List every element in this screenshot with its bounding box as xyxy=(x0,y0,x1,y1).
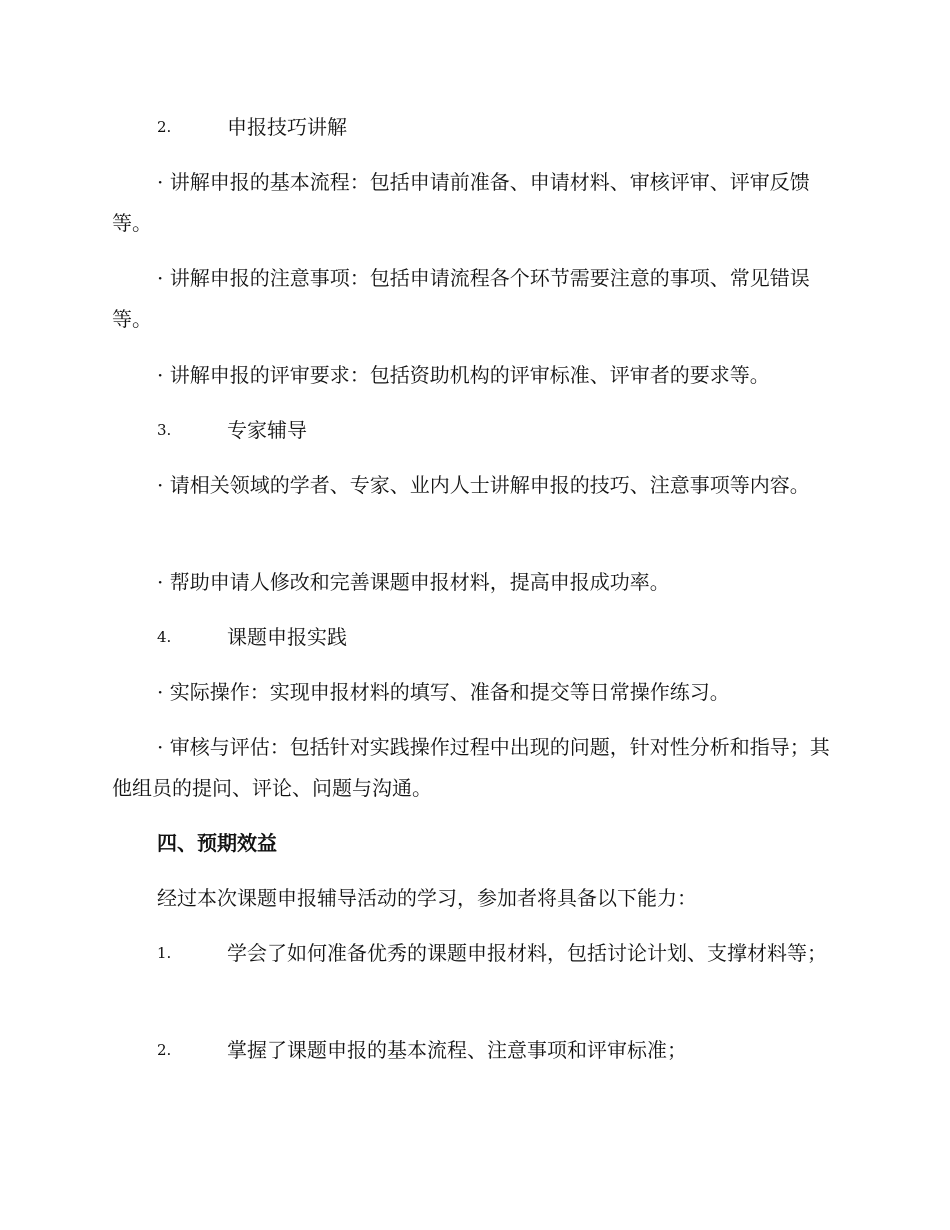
paragraph-experts: · 请相关领域的学者、专家、业内人士讲解申报的技巧、注意事项等内容。 xyxy=(157,473,810,497)
paragraph-notes: · 讲解申报的注意事项：包括申请流程各个环节需要注意的事项、常见错误等。 xyxy=(112,266,810,331)
list-item-2 xyxy=(112,107,836,148)
list-item-4 xyxy=(112,617,836,658)
list-number: 2. xyxy=(157,118,172,136)
list-item-3 xyxy=(112,410,836,451)
paragraph-assessment: · 审核与评估：包括针对实践操作过程中出现的问题，针对性分析和指导；其他组员的提问、评论、问题与沟通。 xyxy=(112,735,830,800)
paragraph-practice: · 实际操作：实现申报材料的填写、准备和提交等日常操作练习。 xyxy=(157,680,730,704)
list-number: 1. xyxy=(157,944,172,962)
benefit-text-2: 掌握了课题申报的基本流程、注意事项和评审标准； xyxy=(227,1038,687,1062)
benefit-text-1: 学会了如何准备优秀的课题申报材料，包括讨论计划、支撑材料等； xyxy=(227,941,827,965)
benefit-item-2 xyxy=(112,1030,836,1071)
paragraph-basic-flow: · 讲解申报的基本流程：包括申请前准备、申请材料、审核评审、评审反馈等。 xyxy=(112,170,810,235)
paragraph-intro: 经过本次课题申报辅导活动的学习，参加者将具备以下能力： xyxy=(157,886,697,910)
list-number: 4. xyxy=(157,628,172,646)
list-number: 2. xyxy=(157,1041,172,1059)
section-heading: 四、预期效益 xyxy=(157,831,277,855)
paragraph-help: · 帮助申请人修改和完善课题申报材料，提高申报成功率。 xyxy=(157,570,670,594)
list-item-title: 专家辅导 xyxy=(227,418,307,442)
list-item-title: 课题申报实践 xyxy=(227,625,347,649)
list-number: 3. xyxy=(157,421,172,439)
paragraph-review-requirements: · 讲解申报的评审要求：包括资助机构的评审标准、评审者的要求等。 xyxy=(157,363,770,387)
list-item-title: 申报技巧讲解 xyxy=(227,115,347,139)
